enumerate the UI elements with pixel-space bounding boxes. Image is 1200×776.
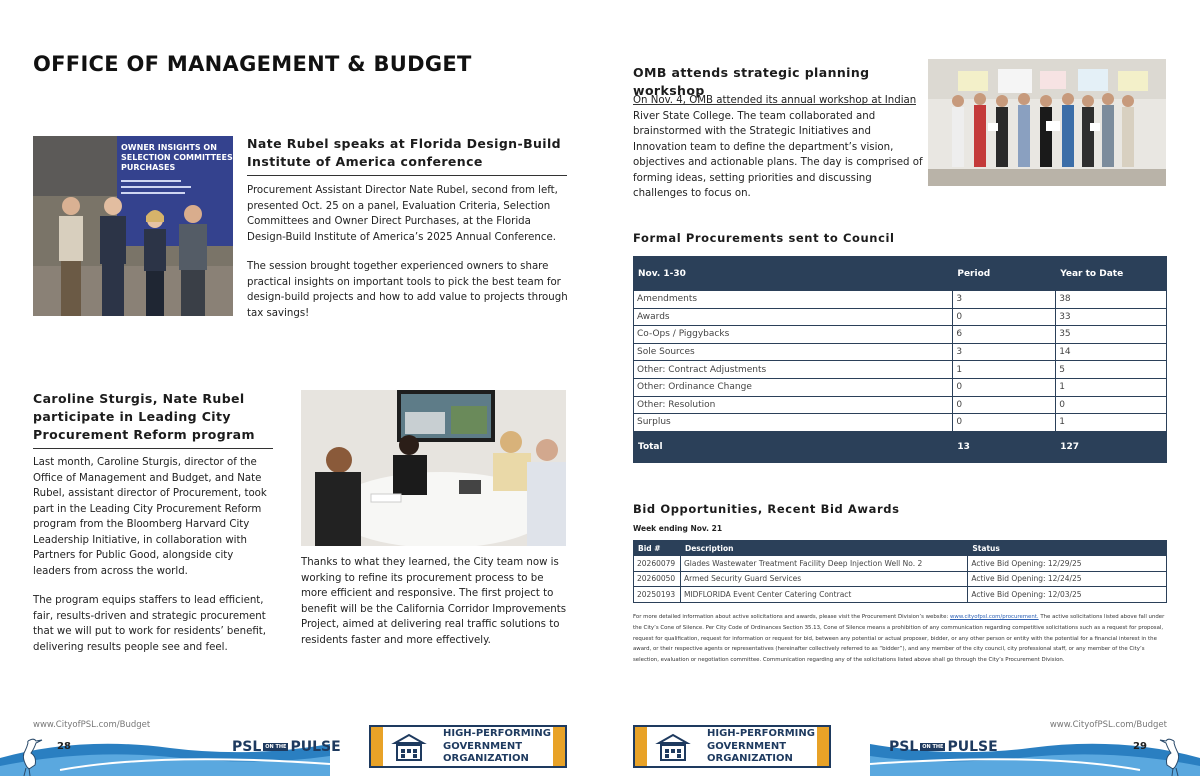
table-cell: Total [634, 431, 953, 462]
table-cell: 3 [953, 291, 1056, 309]
article1-paragraph: Procurement Assistant Director Nate Rubel, second from left, presented Oct. 25 on a panel, Evaluation Criteria, Selection Committees and Owner Direct Purchases, at the Florida Design-Build Institute of America’s 2025 Annual Conference. [247, 185, 558, 243]
badge-line: HIGH-PERFORMING [707, 728, 815, 739]
pulse-logo-part: ON THE [922, 744, 944, 750]
table-cell: 1 [953, 361, 1056, 379]
table-row [634, 414, 1167, 432]
high-performing-government-badge [369, 725, 567, 768]
table-cell: 1 [1056, 414, 1167, 432]
table-cell: 127 [1056, 431, 1167, 462]
table-cell: Other: Resolution [634, 396, 953, 414]
table-cell: 13 [953, 431, 1056, 462]
formal-procurements-table [633, 256, 1167, 463]
table-row [634, 308, 1167, 326]
article1-body [247, 183, 569, 335]
table-cell: 20260050 [634, 571, 681, 587]
fine-print-text: The active solicitations listed above fall under the City’s Cone of Silence. Per City Code of Ordinances Section 35.13, Cone of Silence means a prohibition of any communication regarding competitive solicitations such as a request for proposal, request for qualification, request for information or request for bid, between any potential or actual proposer, bidder, or any other person or entity with the potential for a financial interest in the award, or their respective agents or representatives (hereinafter collectively referred to as “bidder”), and any member of the city council, city professional staff, or any member of the City’s selection, evaluation or negotiation committee. Communication regarding any of the solicitations listed above shall go through the City’s Procurement Division. [633, 614, 1165, 664]
table-row [634, 571, 1167, 587]
page-title: OFFICE OF MANAGEMENT & BUDGET [33, 52, 472, 76]
table-cell: 35 [1056, 326, 1167, 344]
svg-text:OWNER INSIGHTS ON: OWNER INSIGHTS ON [121, 143, 217, 152]
badge-line: ORGANIZATION [443, 753, 529, 764]
cone-of-silence-notice [633, 612, 1167, 666]
table-cell: Other: Ordinance Change [634, 378, 953, 396]
bids-subtitle: Week ending Nov. 21 [633, 524, 723, 533]
article2-paragraph: Thanks to what they learned, the City team now is working to refine its procurement process to be more efficient and responsive. The first project to benefit will be the California Corridor Improvements Project, aimed at delivering real traffic solutions to residents faster and more effectively. [301, 557, 567, 646]
article3-paragraph: On Nov. 4, OMB attended its annual workshop at Indian River State College. The team collaborated and brainstormed with the Strategic Initiatives and Innovation team to define the department’s vision, objectives and actionable plans. The day is comprised of forming ideas, setting priorities and discussing challenges to focus on. [633, 95, 923, 199]
psl-on-the-pulse-logo [232, 739, 341, 755]
table-cell: 5 [1056, 361, 1167, 379]
table-header: Nov. 1-30 [634, 257, 953, 291]
article1-headline: Nate Rubel speaks at Florida Design-Build Institute of America conference [247, 135, 567, 176]
table-total-row [634, 431, 1167, 462]
table-cell: 0 [953, 378, 1056, 396]
table-header: Status [968, 541, 1167, 556]
meeting-photo [301, 390, 566, 546]
article2-paragraph: The program equips staffers to lead efficient, fair, results-driven and strategic procurement that we will put to work for residents’ benefit, delivering results people see and feel. [33, 595, 267, 653]
article3-headline: OMB attends strategic planning workshop [633, 64, 916, 105]
table-cell: Active Bid Opening: 12/03/25 [968, 587, 1167, 603]
page-number-left: 28 [57, 741, 71, 752]
table-cell: 1 [1056, 378, 1167, 396]
table-row [634, 291, 1167, 309]
table-row [634, 326, 1167, 344]
table-cell: Other: Contract Adjustments [634, 361, 953, 379]
pulse-logo-part: PULSE [947, 739, 998, 755]
table-header: Description [680, 541, 967, 556]
formal-procurements-title: Formal Procurements sent to Council [633, 231, 895, 245]
high-performing-government-badge [633, 725, 831, 768]
pulse-logo-part: PULSE [290, 739, 341, 755]
table-cell: 6 [953, 326, 1056, 344]
table-row [634, 343, 1167, 361]
bids-title: Bid Opportunities, Recent Bid Awards [633, 502, 900, 516]
footer-url-left[interactable]: www.CityofPSL.com/Budget [33, 720, 151, 730]
conference-photo [33, 136, 233, 316]
svg-text:SELECTION COMMITTEES: SELECTION COMMITTEES [121, 153, 233, 162]
article1-paragraph: The session brought together experienced owners to share practical insights on important tools to pick the best team for design-build projects and how to add value to projects through tax savings! [247, 261, 568, 319]
table-cell: 14 [1056, 343, 1167, 361]
article2-paragraph: Last month, Caroline Sturgis, director of the Office of Management and Budget, and Nate Rubel, assistant director of Procurement, took part in the Leading City Procurement Reform program from the Bloomberg Harvard City Leadership Initiative, in collaboration with Partners for Public Good, alongside city leaders from across the world. [33, 457, 267, 577]
table-cell: Active Bid Opening: 12/24/25 [968, 571, 1167, 587]
psl-on-the-pulse-logo [889, 739, 998, 755]
bids-table [633, 540, 1167, 603]
table-cell: 0 [953, 414, 1056, 432]
svg-text:PURCHASES: PURCHASES [121, 163, 176, 172]
table-row [634, 556, 1167, 572]
table-cell: 20250193 [634, 587, 681, 603]
heron-icon [1156, 736, 1190, 776]
badge-line: GOVERNMENT [707, 740, 787, 752]
heron-icon [12, 736, 46, 776]
procurement-website-link[interactable]: www.cityofpsl.com/procurement. [950, 614, 1039, 620]
government-building-icon [391, 733, 427, 763]
article3-body [633, 93, 923, 216]
table-cell: Glades Wastewater Treatment Facility Deep Injection Well No. 2 [680, 556, 967, 572]
table-cell: Sole Sources [634, 343, 953, 361]
table-cell: Amendments [634, 291, 953, 309]
badge-line: ORGANIZATION [707, 753, 793, 764]
table-header: Period [953, 257, 1056, 291]
table-cell: Awards [634, 308, 953, 326]
table-cell: Surplus [634, 414, 953, 432]
pulse-logo-part: ON THE [265, 744, 287, 750]
article2-body-right [301, 555, 569, 662]
article2-body-left [33, 455, 273, 669]
table-row [634, 378, 1167, 396]
table-cell: Armed Security Guard Services [680, 571, 967, 587]
table-header: Year to Date [1056, 257, 1167, 291]
workshop-group-photo [928, 59, 1166, 186]
table-header: Bid # [634, 541, 681, 556]
table-cell: 38 [1056, 291, 1167, 309]
pulse-logo-part: PSL [232, 739, 262, 755]
badge-line: HIGH-PERFORMING [443, 728, 551, 739]
table-cell: 20260079 [634, 556, 681, 572]
table-cell: 33 [1056, 308, 1167, 326]
table-cell: 3 [953, 343, 1056, 361]
article2-headline: Caroline Sturgis, Nate Rubel participate in Leading City Procurement Reform program [33, 390, 273, 449]
footer-url-right[interactable]: www.CityofPSL.com/Budget [1049, 720, 1167, 730]
table-cell: 0 [1056, 396, 1167, 414]
table-cell: Co-Ops / Piggybacks [634, 326, 953, 344]
government-building-icon [655, 733, 691, 763]
table-row [634, 361, 1167, 379]
table-cell: 0 [953, 308, 1056, 326]
table-cell: Active Bid Opening: 12/29/25 [968, 556, 1167, 572]
table-cell: MIDFLORIDA Event Center Catering Contract [680, 587, 967, 603]
table-cell: 0 [953, 396, 1056, 414]
pulse-logo-part: PSL [889, 739, 919, 755]
fine-print-text: For more detailed information about active solicitations and awards, please visit the Procurement Division’s website: [633, 614, 951, 620]
table-row [634, 587, 1167, 603]
table-row [634, 396, 1167, 414]
page-number-right: 29 [1133, 741, 1147, 752]
badge-line: GOVERNMENT [443, 740, 523, 752]
